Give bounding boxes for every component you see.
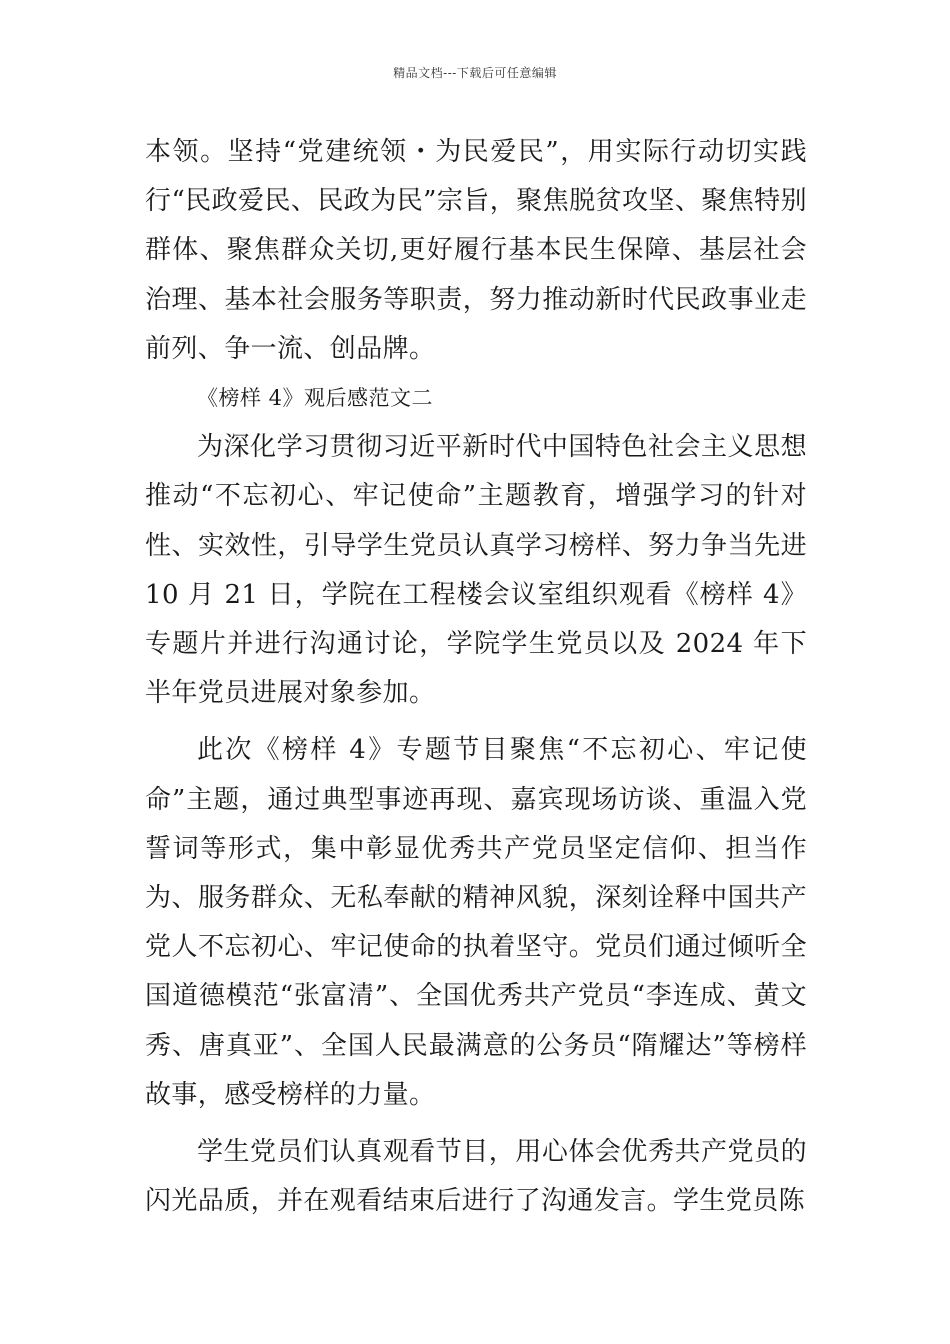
paragraph-4: 学生党员们认真观看节目，用心体会优秀共产党员的闪光品质，并在观看结束后进行了沟通发言。学生党员陈 <box>145 1137 807 1217</box>
section-subtitle: 《榜样 4》观后感范文二 <box>197 386 434 411</box>
document-body <box>145 128 807 1226</box>
paragraph-3: 此次《榜样 4》专题节目聚焦“不忘初心、牢记使命”主题，通过典型事迹再现、嘉宾现场访谈、重温入党誓词等形式，集中彰显优秀共产党员坚定信仰、担当作为、服务群众、无私奉献的精神风貌，深刻诠释中国共产党人不忘初心、牢记使命的执着坚守。党员们通过倾听全国道德模范“张富清”、全国优秀共产党员“李连成、黄文秀、唐真亚”、全国人民最满意的公务员“隋耀达”等榜样故事，感受榜样的力量。 <box>145 735 807 1110</box>
paragraph-1: 本领。坚持“党建统领・为民爱民”，用实际行动切实践行“民政爱民、民政为民”宗旨，聚焦脱贫攻坚、聚焦特别群体、聚焦群众关切,更好履行基本民生保障、基层社会治理、基本社会服务等职责，努力推动新时代民政事业走前列、争一流、创品牌。 <box>145 137 807 364</box>
paragraph-2: 为深化学习贯彻习近平新时代中国特色社会主义思想推动“不忘初心、牢记使命”主题教育，增强学习的针对性、实效性，引导学生党员认真学习榜样、努力争当先进10 月 21 日，学院在工程楼会议室组织观看《榜样 4》专题片并进行沟通讨论，学院学生党员以及 2024 年下半年党员进展对象参加。 <box>145 432 807 709</box>
page-header: 精品文档---下载后可任意编辑 <box>393 66 557 80</box>
